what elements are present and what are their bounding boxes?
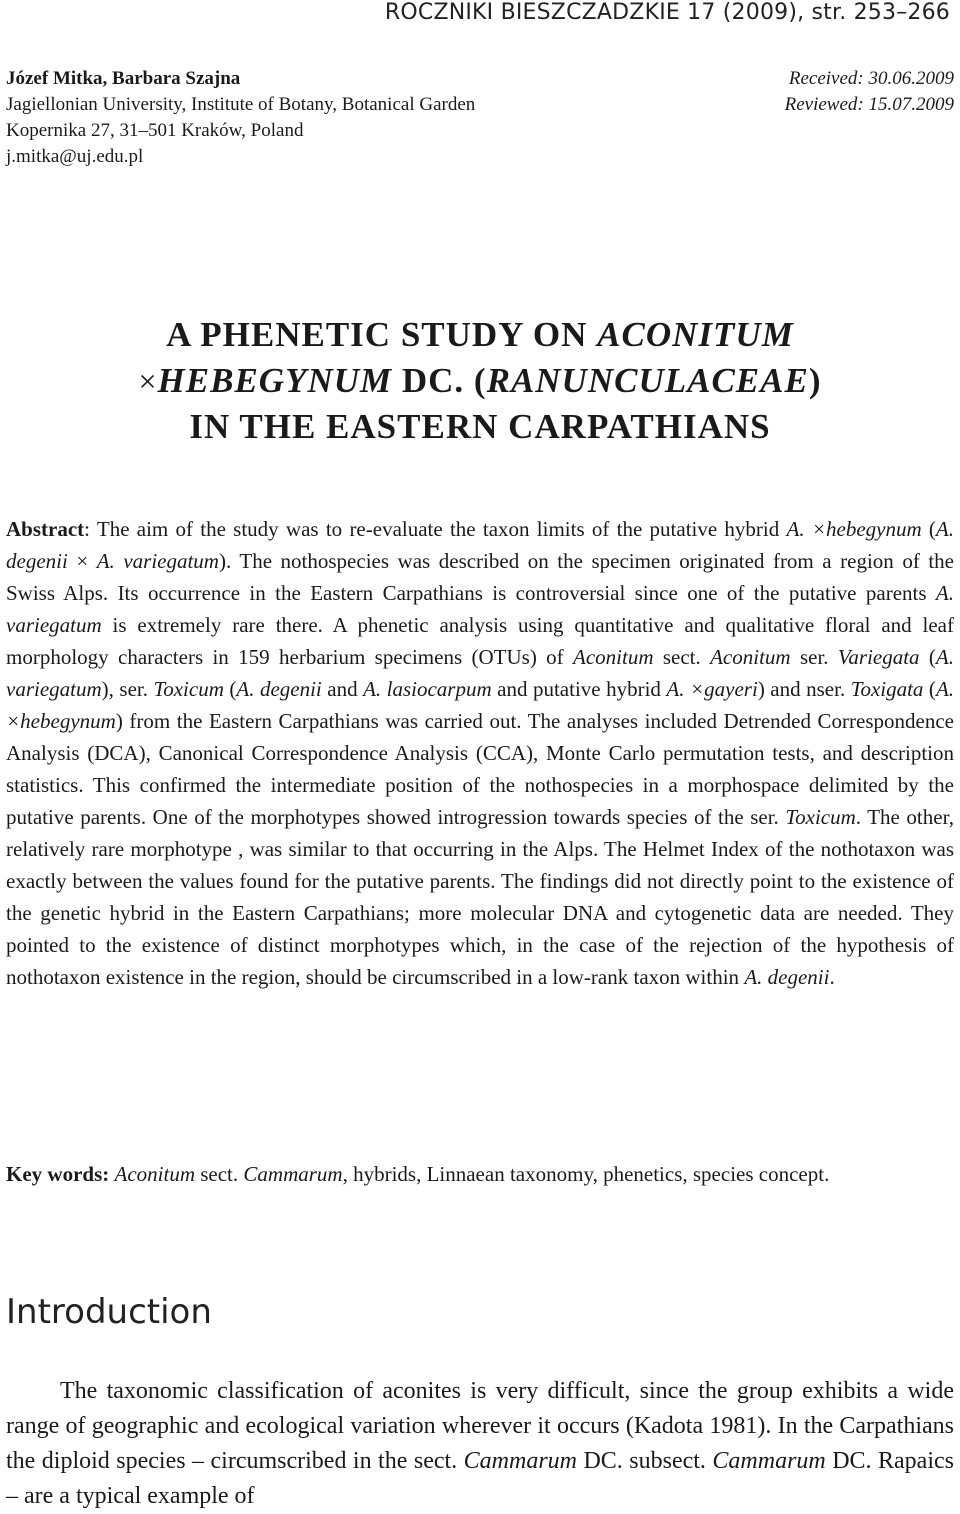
abstract-text: ) from the Eastern Carpathians was carried out. The analyses included Detrended Correspondence Analysis (DCA), Canonical Correspondence Analysis (CCA), Monte Carlo permutation tests, and description statistics. This confirmed the intermediate position of the nothospecies in a morphospace delimited by the putative parents. One of the morphotypes showed introgression towards species of the ser. [6,709,954,829]
abstract-text: sect. [653,645,711,669]
abstract-text: and putative hybrid [491,677,667,701]
taxon-name: A. ×hebegynum [6,677,955,733]
abstract-text: ( [223,677,237,701]
taxon-name: A. degenii [6,517,954,573]
author-email[interactable]: j.mitka@uj.edu.pl [6,146,144,167]
author-block [6,66,954,170]
title-text: ) [808,361,822,400]
title-text: DC. ( [392,361,487,400]
taxon-name: Cammarum [243,1162,343,1186]
hybrid-sign: × [138,363,158,399]
taxon-name: A. variegatum [6,645,954,701]
keywords-text: , hybrids, Linnaean taxonomy, phenetics, species concept. [342,1162,830,1186]
taxon-name: Toxicum [153,677,224,701]
paper-title [0,312,960,450]
taxon-name: Aconitum [710,645,791,669]
title-genus: ACONITUM [597,315,794,354]
taxon-name: A. ×gayeri [666,677,758,701]
abstract-text: and [321,677,364,701]
abstract-text: : The aim of the study was to re-evaluate the taxon limits of the putative hybrid [84,517,787,541]
abstract-text: × [67,549,97,573]
keywords [6,1158,954,1190]
abstract [6,513,954,993]
abstract-label: Abstract [6,517,85,541]
taxon-name: A. ×hebegynum [786,517,922,541]
taxon-name: Aconitum [114,1162,195,1186]
taxon-name: A. variegatum [6,581,954,637]
received-date: Received: 30.06.2009 [788,68,954,89]
abstract-text: ( [923,677,936,701]
reviewed-date: Reviewed: 15.07.2009 [784,94,954,115]
taxon-name: Cammarum [712,1448,826,1474]
abstract-text: is extremely rare there. A phenetic analysis using quantitative and qualitative floral and leaf morphology characters in 159 herbarium specimens (OTUs) of [6,613,954,669]
abstract-text: ) and nser. [757,677,851,701]
taxon-name: Toxigata [850,677,924,701]
title-epithet: HEBEGYNUM [157,361,393,400]
abstract-text: . [829,965,835,989]
abstract-text: ( [921,517,936,541]
intro-text: DC. subsect. [576,1448,713,1474]
taxon-name: A. lasiocarpum [363,677,492,701]
keywords-text: sect. [194,1162,244,1186]
taxon-name: Toxicum [785,805,856,829]
taxon-name: Cammarum [463,1448,577,1474]
abstract-text: ). The nothospecies was described on the specimen originated from a region of the Swiss Alps. Its occurrence in the Eastern Carpathians is controversial since one of the putative parents [6,549,954,605]
intro-text: DC. Rapaics – are a typical example of [6,1448,954,1509]
taxon-name: A. variegatum [96,549,219,573]
title-family: RANUNCULACEAE [486,361,809,400]
title-text: A PHENETIC STUDY ON [166,315,598,354]
abstract-text: ser. [790,645,838,669]
taxon-name: A. degenii [744,965,830,989]
author-address: Kopernika 27, 31–501 Kraków, Poland [6,120,304,141]
author-names: Józef Mitka, Barbara Szajna [6,68,241,89]
title-region: IN THE EASTERN CARPATHIANS [189,407,771,446]
abstract-text: ( [919,645,936,669]
abstract-text: . The other, relatively rare morphotype , was similar to that occurring in the Alps. The Helmet Index of the nothotaxon was exactly between the values found for the putative parents. The findings did not directly point to the existence of the genetic hybrid in the Eastern Carpathians; more molecular DNA and cytogenetic data are needed. They pointed to the existence of distinct morphotypes which, in the case of the rejection of the hypothesis of nothotaxon existence in the region, should be circumscribed in a low-rank taxon within [6,805,954,989]
journal-header: ROCZNIKI BIESZCZADZKIE 17 (2009), str. 253–266 [384,0,950,25]
intro-text: The taxonomic classification of aconites is very difficult, since the group exhibits a wide range of geographic and ecological variation wherever it occurs (Kadota 1981). In the Carpathians the diploid species – circumscribed in the sect. [6,1378,954,1474]
taxon-name: Variegata [837,645,920,669]
keywords-label: Key words: [6,1162,110,1186]
introduction-paragraph [6,1374,954,1514]
taxon-name: A. degenii [236,677,322,701]
taxon-name: Aconitum [573,645,654,669]
section-heading-introduction: Introduction [6,1292,212,1332]
abstract-text: ), ser. [101,677,154,701]
author-affiliation: Jagiellonian University, Institute of Botany, Botanical Garden [6,94,476,115]
